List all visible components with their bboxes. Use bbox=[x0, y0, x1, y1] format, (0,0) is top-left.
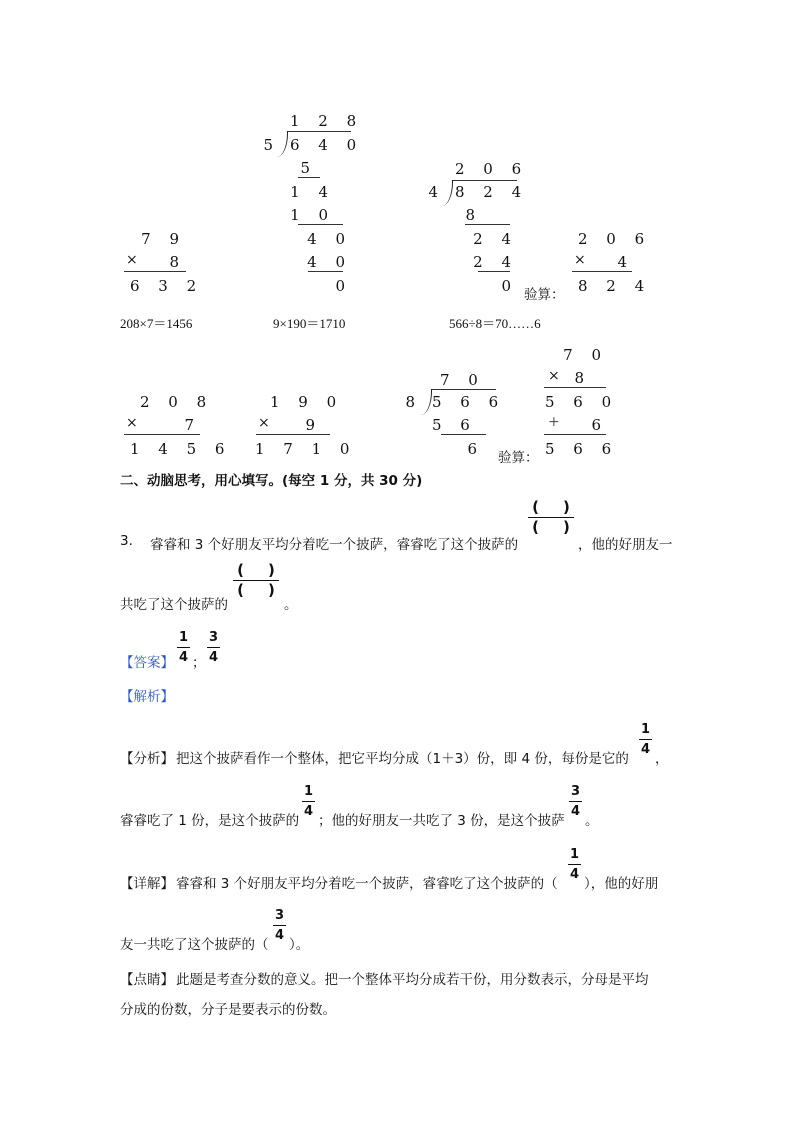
times-sign: × bbox=[548, 368, 560, 384]
fenxi-label: 【分析】 bbox=[120, 751, 174, 767]
denominator: 4 bbox=[571, 804, 581, 819]
equation: 208×7＝1456 bbox=[120, 316, 193, 331]
paren-open: ( bbox=[532, 518, 539, 536]
step: 5 bbox=[300, 159, 317, 177]
quotient: 1 2 8 bbox=[290, 112, 364, 130]
multiplier: 8 bbox=[574, 369, 591, 387]
step: 5 6 bbox=[432, 416, 477, 434]
dividend: 6 4 0 bbox=[290, 136, 364, 154]
denominator: 4 bbox=[570, 867, 580, 882]
paren-close: ) bbox=[268, 581, 275, 599]
fenxi-text: 把这个披萨看作一个整体，把它平均分成（1＋3）份，即 4 份，每份是它的 bbox=[176, 751, 629, 767]
multiplicand: 7 0 bbox=[563, 346, 608, 364]
multiplier: 9 bbox=[305, 416, 322, 434]
question-text: ，他的好朋友一 bbox=[578, 537, 673, 553]
product: 1 4 5 6 bbox=[130, 440, 232, 458]
step: 1 0 bbox=[290, 206, 335, 224]
multiplier: 8 bbox=[169, 253, 186, 271]
division-bar bbox=[432, 389, 496, 390]
xiangjie-text: 友一共吃了这个披萨的（ bbox=[120, 937, 269, 953]
section-heading: 二、动脑思考，用心填写。(每空 1 分，共 30 分) bbox=[120, 473, 423, 489]
fraction bbox=[568, 848, 581, 881]
step: 2 4 bbox=[473, 253, 518, 271]
division-bracket bbox=[421, 389, 432, 415]
denominator: 4 bbox=[275, 928, 285, 943]
step: 0 bbox=[335, 277, 352, 295]
dividend: 5 6 6 bbox=[432, 393, 506, 411]
dianjing-label: 【点睛】 bbox=[120, 972, 174, 988]
paren-open: ( bbox=[237, 561, 244, 579]
result-line bbox=[544, 387, 606, 388]
step-line bbox=[478, 271, 510, 272]
times-sign: × bbox=[126, 415, 138, 431]
multiplicand: 2 0 6 bbox=[578, 230, 652, 248]
fraction bbox=[569, 785, 582, 818]
step-line bbox=[308, 271, 343, 272]
product: 5 6 0 bbox=[545, 393, 619, 411]
xiangjie-text: ），他的好朋 bbox=[584, 876, 659, 892]
numerator: 3 bbox=[209, 630, 219, 645]
sum: 5 6 6 bbox=[545, 440, 619, 458]
result-line bbox=[124, 434, 200, 435]
fenxi-text: 睿睿吃了 1 份，是这个披萨的 bbox=[120, 813, 300, 829]
numerator: 1 bbox=[570, 847, 580, 862]
xiangjie-text: 睿睿和 3 个好朋友平均分着吃一个披萨，睿睿吃了这个披萨的（ bbox=[176, 876, 558, 892]
step: 8 bbox=[465, 206, 482, 224]
numerator: 1 bbox=[304, 784, 314, 799]
multiplier: 7 bbox=[184, 416, 201, 434]
fraction bbox=[639, 723, 652, 756]
paren-close: ) bbox=[563, 498, 570, 516]
times-sign: × bbox=[258, 415, 270, 431]
paren-close: ) bbox=[268, 561, 275, 579]
paren-open: ( bbox=[237, 581, 244, 599]
question-text: 。 bbox=[284, 597, 298, 613]
denominator: 4 bbox=[304, 804, 314, 819]
denominator: 4 bbox=[209, 650, 219, 665]
xiangjie-text: ）。 bbox=[289, 937, 310, 953]
result-line bbox=[544, 434, 606, 435]
step: 4 0 bbox=[307, 230, 352, 248]
numerator: 3 bbox=[275, 908, 285, 923]
dianjing-text: 此题是考查分数的意义。把一个整体平均分成若干份，用分数表示，分母是平均 bbox=[176, 972, 649, 988]
product: 6 3 2 bbox=[130, 277, 204, 295]
addend: 6 bbox=[591, 416, 608, 434]
divisor: 4 bbox=[428, 183, 445, 201]
times-sign: × bbox=[574, 252, 586, 268]
question-number: 3. bbox=[120, 533, 133, 549]
step-line bbox=[298, 224, 343, 225]
step: 1 4 bbox=[290, 183, 335, 201]
xiangjie-label: 【详解】 bbox=[120, 876, 174, 892]
check-label: 验算： bbox=[498, 450, 539, 466]
dianjing-text: 分成的份数，分子是要表示的份数。 bbox=[120, 1002, 336, 1018]
quotient: 2 0 6 bbox=[455, 160, 529, 178]
result-line bbox=[572, 271, 632, 272]
product: 8 2 4 bbox=[578, 277, 652, 295]
result-line bbox=[124, 271, 186, 272]
quotient: 7 0 bbox=[440, 371, 485, 389]
fenxi-text: ， bbox=[655, 751, 669, 767]
step: 2 4 bbox=[473, 230, 518, 248]
fraction bbox=[207, 631, 220, 664]
plus-sign: + bbox=[548, 414, 560, 430]
fraction bbox=[302, 785, 315, 818]
separator: ； bbox=[192, 655, 206, 671]
step-line bbox=[298, 177, 320, 178]
fraction bbox=[273, 909, 286, 942]
step: 4 0 bbox=[307, 253, 352, 271]
answer-blank-1[interactable] bbox=[528, 500, 574, 535]
paren-open: ( bbox=[532, 498, 539, 516]
multiplicand: 1 9 0 bbox=[270, 393, 344, 411]
division-bar bbox=[453, 180, 517, 181]
dividend: 8 2 4 bbox=[455, 183, 529, 201]
numerator: 3 bbox=[571, 784, 581, 799]
analysis-label: 【解析】 bbox=[120, 689, 174, 705]
divisor: 8 bbox=[405, 393, 422, 411]
numerator: 1 bbox=[641, 722, 651, 737]
product: 1 7 1 0 bbox=[255, 440, 357, 458]
step: 0 bbox=[501, 277, 518, 295]
multiplicand: 7 9 bbox=[141, 230, 186, 248]
result-line bbox=[256, 434, 330, 435]
check-label: 验算： bbox=[524, 287, 565, 303]
fraction bbox=[177, 631, 190, 664]
denominator: 4 bbox=[179, 650, 189, 665]
multiplier: 4 bbox=[617, 253, 634, 271]
equation: 9×190＝1710 bbox=[273, 316, 346, 331]
answer-label: 【答案】 bbox=[120, 655, 174, 671]
equation: 566÷8＝70……6 bbox=[449, 316, 541, 331]
multiplicand: 2 0 8 bbox=[140, 393, 214, 411]
fenxi-text: 。 bbox=[585, 813, 599, 829]
divisor: 5 bbox=[263, 136, 280, 154]
times-sign: × bbox=[126, 252, 138, 268]
answer-blank-2[interactable] bbox=[233, 563, 279, 598]
denominator: 4 bbox=[641, 742, 651, 757]
step-line bbox=[465, 224, 510, 225]
numerator: 1 bbox=[179, 630, 189, 645]
division-bar bbox=[288, 131, 351, 132]
remainder: 6 bbox=[467, 440, 484, 458]
question-text: 共吃了这个披萨的 bbox=[120, 597, 228, 613]
question-text: 睿睿和 3 个好朋友平均分着吃一个披萨，睿睿吃了这个披萨的 bbox=[150, 537, 519, 553]
paren-close: ) bbox=[563, 518, 570, 536]
fenxi-text: ；他的好朋友一共吃了 3 份，是这个披萨 bbox=[318, 813, 565, 829]
step-line bbox=[441, 434, 486, 435]
